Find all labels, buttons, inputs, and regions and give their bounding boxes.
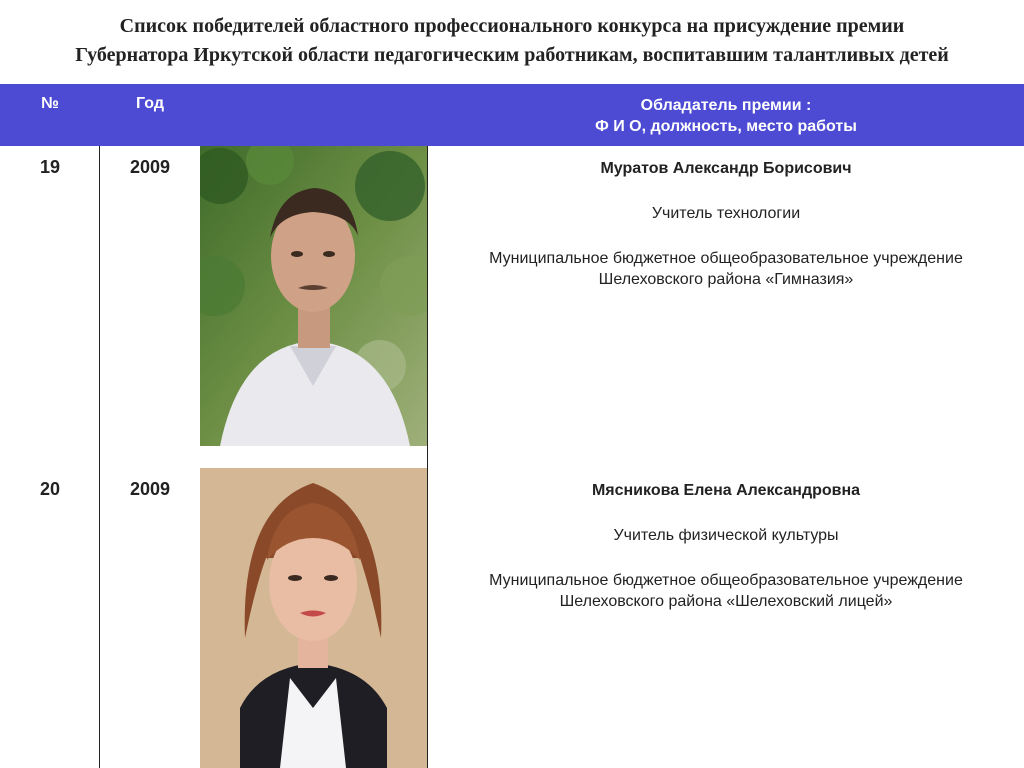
- winner-info: [428, 480, 1024, 612]
- winner-organization: [428, 248, 1024, 290]
- header-holder-line-2: Ф И О, должность, место работы: [595, 118, 857, 135]
- winner-organization-line-1: Муниципальное бюджетное общеобразовательное учреждение: [489, 250, 963, 267]
- winner-organization-line-2: Шелеховского района «Гимназия»: [598, 271, 854, 288]
- row-number: 20: [39, 479, 61, 499]
- winner-organization-line-1: Муниципальное бюджетное общеобразовательное учреждение: [489, 572, 963, 589]
- title-line-2: Губернатора Иркутской области педагогическим работникам, воспитавшим талантливых детей: [75, 44, 949, 66]
- winner-role: Учитель физической культуры: [613, 527, 839, 544]
- title-line-1: Список победителей областного профессионального конкурса на присуждение премии: [119, 15, 905, 37]
- winner-name: Мясникова Елена Александровна: [591, 482, 861, 499]
- row-number: 19: [39, 157, 61, 177]
- row-year: 2009: [129, 157, 171, 177]
- page-title: [0, 12, 1024, 70]
- winner-photo: [200, 468, 427, 768]
- column-divider-1: [99, 146, 100, 768]
- winner-organization-line-2: Шелеховского района «Шелеховский лицей»: [559, 593, 893, 610]
- winner-info: [428, 158, 1024, 290]
- header-number: №: [41, 95, 59, 112]
- winner-organization: [428, 570, 1024, 612]
- header-holder: [428, 95, 1024, 137]
- header-holder-line-1: Обладатель премии :: [640, 97, 812, 114]
- row-year: 2009: [129, 479, 171, 499]
- header-year: Год: [136, 95, 164, 112]
- winner-name: Муратов Александр Борисович: [600, 160, 852, 177]
- table-header: [0, 84, 1024, 146]
- winner-role: Учитель технологии: [651, 205, 801, 222]
- winner-photo: [200, 146, 427, 446]
